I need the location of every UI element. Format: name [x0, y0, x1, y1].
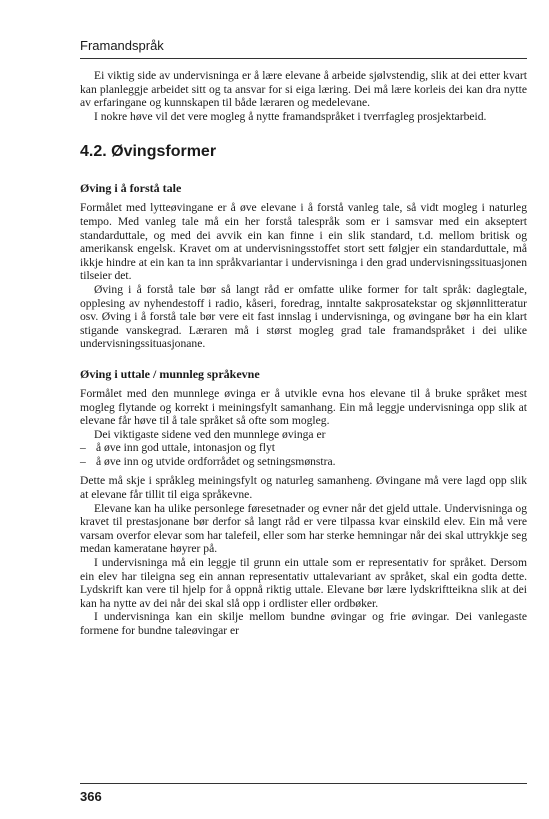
list-item: – å øve inn god uttale, intonasjon og flyt	[80, 441, 527, 455]
body-text	[80, 69, 527, 638]
subsection2-paragraph-2: Dette må skje i språkleg meiningsfylt og naturleg samanheng. Øvingane må vere lagd opp slik at elevane får tillit til eiga språkevne.	[80, 474, 527, 502]
subsection2-paragraph-5: I undervisninga kan ein skilje mellom bundne øvingar og frie øvingar. Dei vanlegaste formene for bundne taleøvingar er	[80, 610, 527, 637]
subsection1-paragraph-1: Formålet med lytteøvingane er å øve elevane i å forstå vanleg tale, så vidt mogleg i naturleg tempo. Med vanleg tale må ein her forstå talespråk som er i samsvar med ein akseptert standarduttale, og med dei avvik ein kan finne i ein slik standard, t.d. mellom britisk og amerikansk engelsk. Kravet om at undervisningsstoffet stort sett følgjer ein standarduttale, må ikkje hindre at ein kan ta inn språkvariantar i undervisninga i den grad undervisningssituasjonen tilseier det.	[80, 201, 527, 283]
page	[80, 0, 527, 819]
subsection2-paragraph-1: Formålet med den munnlege øvinga er å utvikle evna hos elevane til å bruke språket mest mogleg flytande og korrekt i meiningsfylt samanhang. Ein må leggje undervisninga opp slik at elevane får høve til å tale språket så ofte som mogleg.	[80, 386, 527, 428]
running-head: Framandspråk	[80, 38, 164, 53]
subsection-heading-2: Øving i uttale / munnleg språkevne	[80, 366, 260, 381]
subsection-heading-1: Øving i å forstå tale	[80, 181, 182, 196]
section-heading: 4.2. Øvingsformer	[80, 143, 217, 161]
subsection2-paragraph-4: I undervisninga må ein leggje til grunn ein uttale som er representativ for språket. Dersom ein elev har tileigna seg ein annan representativ uttalevariant av språket, skal ein godta dette. Lydskrift kan vere til hjelp for å oppnå riktig uttale. Elevane bør lære lydskriftteikna slik at dei kan ha nytte av dei når dei skal slå opp i ordlister eller ordbøker.	[80, 556, 527, 610]
subsection1-paragraph-2: Øving i å forstå tale bør så langt råd er omfatte ulike former for talt språk: daglegtale, opplesing av nyhendestoff i radio, kåseri, foredrag, inntalte sakprosatekstar og skjønnlitteratur osv. Øving i å forstå tale bør vere eit fast innslag i undervisninga, og øvingane bør ha ein klart stigande vanskegrad. Læraren må i størst mogleg grad tale framandspråket i dei ulike undervisningssituasjonane.	[80, 282, 527, 351]
list-intro: Dei viktigaste sidene ved den munnlege øvinga er	[94, 427, 326, 441]
intro-paragraph-2: I nokre høve vil det vere mogleg å nytte framandspråket i tverrfagleg prosjektarbeid.	[94, 109, 487, 123]
dash-list	[80, 441, 527, 468]
subsection2-paragraph-3: Elevane kan ha ulike personlege føresetnader og evner når det gjeld uttale. Undervisninga og kravet til prestasjonane bør derfor så langt råd er vere tilpassa kvar einskild elev. Ein må vere varsam overfor elevar som har talefeil, eller som har sterke hemningar når dei skal uttrykkje seg medan kameratane høyrer på.	[80, 501, 527, 556]
list-item: – å øve inn og utvide ordforrådet og setningsmønstra.	[80, 455, 527, 469]
header-rule	[80, 58, 527, 59]
page-number: 366	[80, 789, 102, 804]
intro-paragraph-1: Ei viktig side av undervisninga er å lære elevane å arbeide sjølvstendig, slik at dei etter kvart kan planleggje arbeidet sitt og ta ansvar for si eiga læring. Dei må lære korleis dei kan dra nytte av erfaringane og kunnskapen til både læraren og medelevane.	[80, 69, 527, 110]
footer-rule	[80, 783, 527, 784]
